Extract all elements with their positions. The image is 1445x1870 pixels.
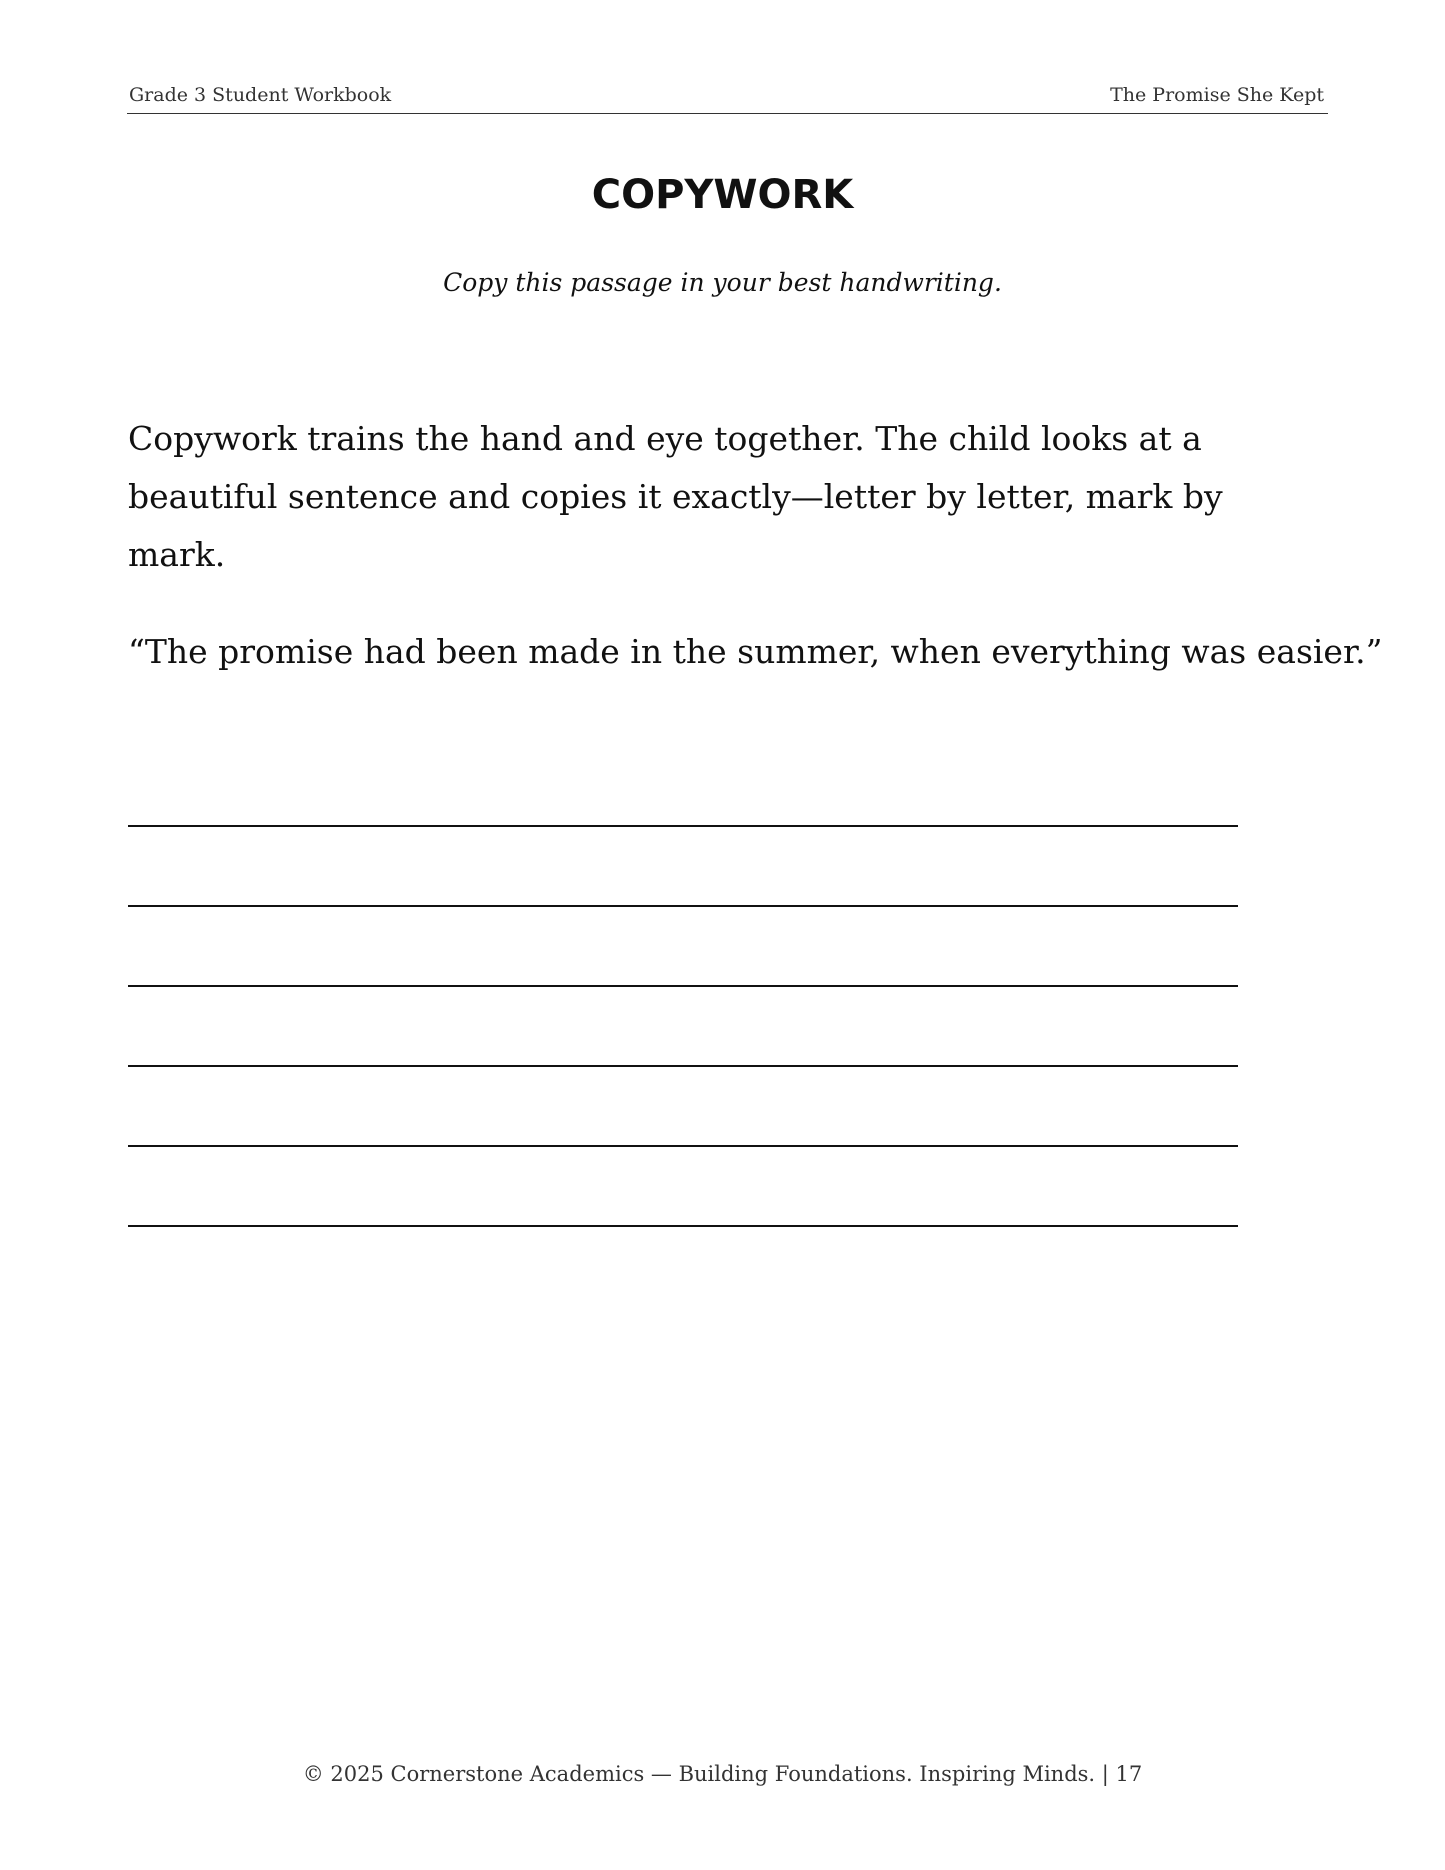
instruction-text: Copy this passage in your best handwriting. [443,268,1002,297]
header-workbook-title: Grade 3 Student Workbook [129,84,392,106]
intro-paragraph: Copywork trains the hand and eye together. The child looks at a beautiful sentence and copies it exactly—letter by letter, mark by mark. [128,419,1223,574]
copy-passage-quote: “The promise had been made in the summer, when everything was easier.” [128,632,1383,671]
writing-line[interactable] [128,825,1238,827]
page-footer: © 2025 Cornerstone Academics — Building Foundations. Inspiring Minds. | 17 [302,1762,1143,1786]
handwriting-lines[interactable] [128,0,1238,1300]
writing-line[interactable] [128,1225,1238,1227]
writing-line[interactable] [128,1145,1238,1147]
header-story-title: The Promise She Kept [1110,84,1324,106]
writing-line[interactable] [128,905,1238,907]
writing-line[interactable] [128,1065,1238,1067]
page-title: COPYWORK [591,172,854,218]
writing-line[interactable] [128,985,1238,987]
